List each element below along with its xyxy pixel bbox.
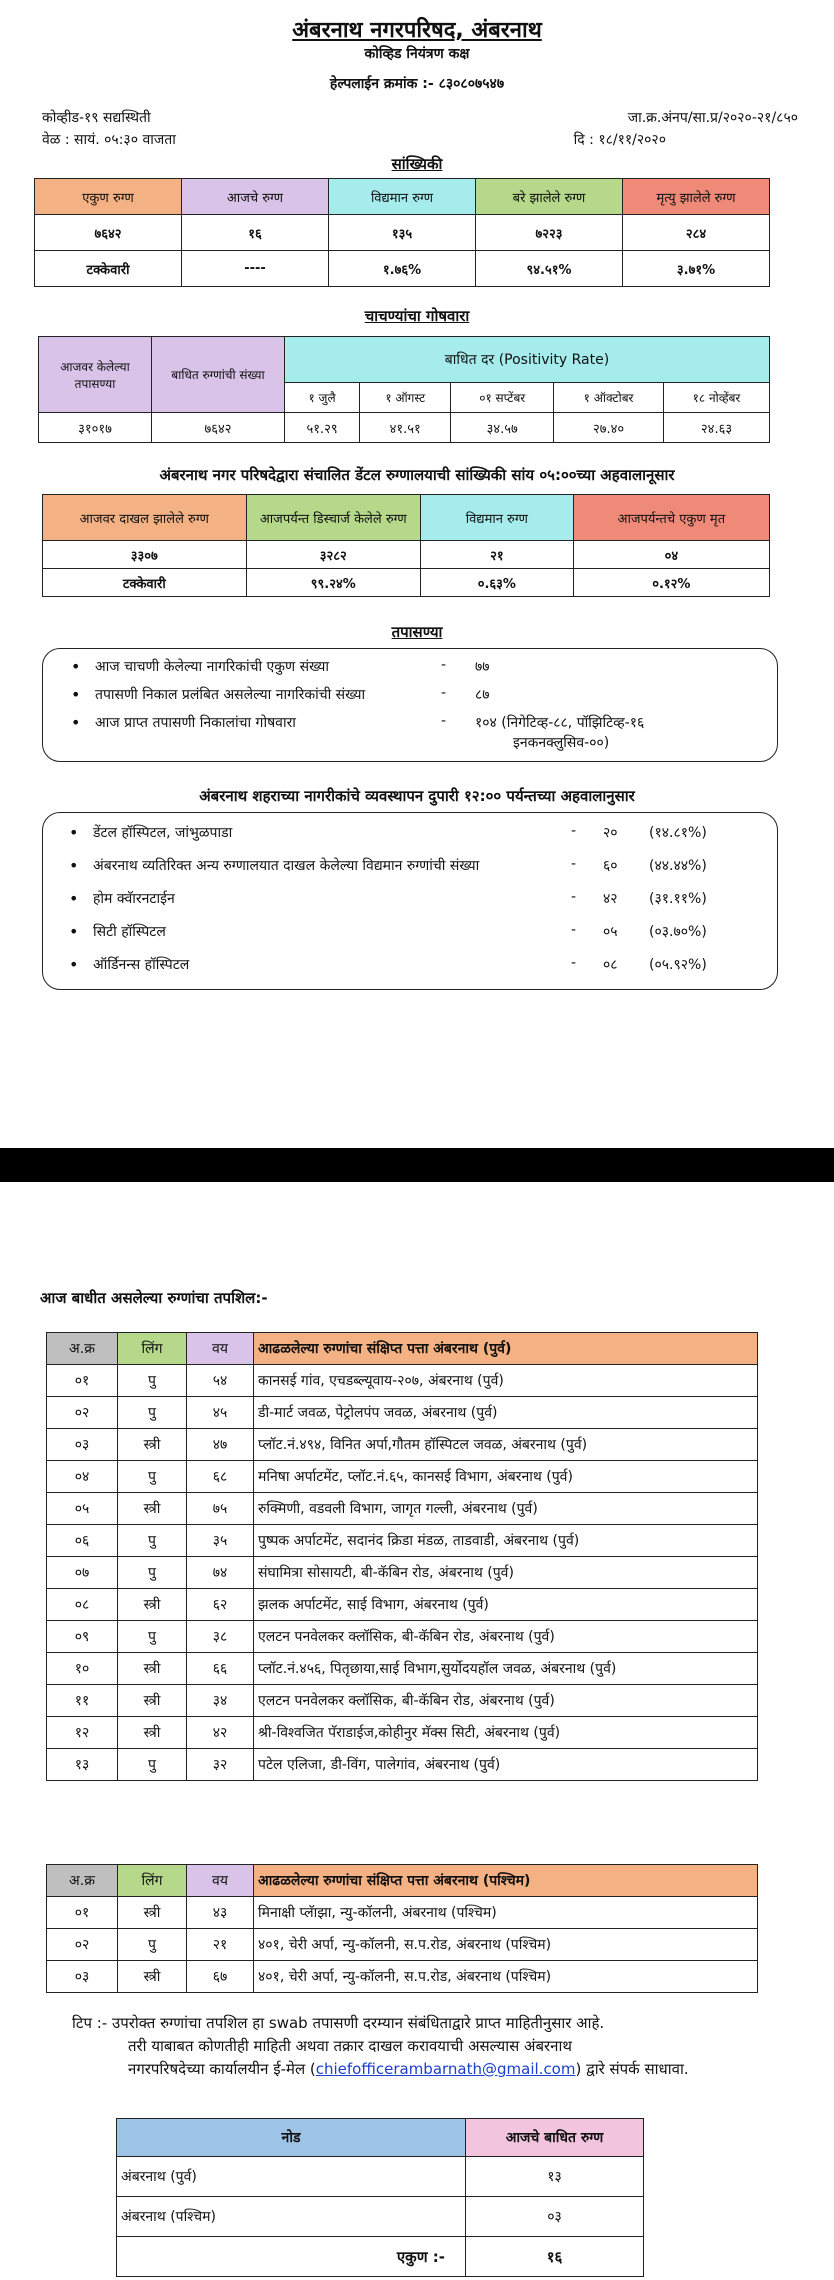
mgmt-item-city-hospital: • सिटी हॉस्पिटल: [93, 922, 166, 941]
report-date: दि : १८/११/२०२०: [573, 132, 666, 148]
mgmt-pct-dental: (१४.८१%): [649, 825, 707, 841]
table-row: [47, 1897, 758, 1929]
east-age: ७४: [187, 1557, 254, 1589]
west-age: ४३: [187, 1897, 254, 1929]
dental-admitted: ३३०७: [43, 541, 247, 569]
west-address: मिनाक्षी प्लॅाझा, न्यु-कॉलनी, अंबरनाथ (पश्चिम): [254, 1897, 758, 1929]
rate-value-3: ३४.५७: [451, 413, 554, 443]
east-address: मनिषा अर्पाटमेंट, प्लॉट.नं.६५, कानसई विभाग, अंबरनाथ (पुर्व): [254, 1461, 758, 1493]
dental-percent-active: ०.६३%: [421, 569, 574, 597]
east-age: ६२: [187, 1589, 254, 1621]
tests-total-value: ३१०१७: [39, 413, 152, 443]
mgmt-dash: -: [571, 856, 577, 872]
mgmt-item-ordnance-hospital: • ऑर्डिनन्स हॉस्पिटल: [93, 955, 189, 974]
testing-dash: -: [441, 713, 447, 729]
testing-item-pending: • तपासणी निकाल प्रलंबित असलेल्या नागरिकांची संख्या: [95, 685, 365, 704]
west-serial: ०१: [47, 1897, 118, 1929]
east-serial: ११: [47, 1685, 118, 1717]
east-serial: ०२: [47, 1397, 118, 1429]
testing-value-tested: ७७: [475, 659, 490, 675]
east-gender: पु: [118, 1365, 187, 1397]
east-patients-body: [47, 1365, 758, 1781]
col-gender: लिंग: [118, 1333, 187, 1365]
table-row: [47, 1621, 758, 1653]
col-east-address: आढळलेल्या रुग्णांचा संक्षिप्त पत्ता अंबरनाथ (पुर्व): [254, 1333, 758, 1365]
east-address: कानसई गांव, एचडब्ल्यूवाय-२०७, अंबरनाथ (पुर्व): [254, 1365, 758, 1397]
note-line-3-start: नगरपरिषदेच्या कार्यालयीन ई-मेल (: [128, 2060, 316, 2078]
mgmt-item-dental: • डेंटल हॉस्पिटल, जांभुळपाडा: [93, 823, 232, 842]
east-address: एलटन पनवेलकर क्लॉसिक, बी-कॅबिन रोड, अंबरनाथ (पुर्व): [254, 1685, 758, 1717]
east-address: श्री-विश्वजित पॅराडाईज,कोहीनुर मॅक्स सिटी, अंबरनाथ (पुर्व): [254, 1717, 758, 1749]
note-line-3: [128, 2058, 689, 2081]
summary-west-label: अंबरनाथ (पश्चिम): [117, 2197, 466, 2237]
mgmt-pct-home-quarantine: (३१.११%): [649, 891, 707, 907]
east-address: पुष्पक अर्पाटमेंट, सदानंद क्रिडा मंडळ, ताडवाडी, अंबरनाथ (पुर्व): [254, 1525, 758, 1557]
stats-recovered: ७२२३: [476, 215, 623, 251]
west-patients-body: [47, 1897, 758, 1993]
col-age: वय: [187, 1865, 254, 1897]
table-row: [47, 1493, 758, 1525]
east-gender: पु: [118, 1621, 187, 1653]
east-gender: स्त्री: [118, 1717, 187, 1749]
east-age: ३२: [187, 1749, 254, 1781]
tests-title: चाचण्यांचा गोषवारा: [364, 307, 470, 325]
mgmt-value-home-quarantine: ४२: [603, 891, 618, 907]
east-age: ७५: [187, 1493, 254, 1525]
mgmt-value-city-hospital: ०५: [603, 924, 618, 940]
testing-dash: -: [441, 657, 447, 673]
note-line-1: टिप :- उपरोक्त रुग्णांचा तपशिल हा swab तपासणी दरम्यान संबंधिताद्वारे प्राप्त माहितीनुसार आहे.: [72, 2014, 605, 2032]
dental-header-discharged: आजपर्यन्त डिस्चार्ज केलेले रुग्ण: [246, 495, 420, 541]
east-gender: स्त्री: [118, 1493, 187, 1525]
west-gender: पु: [118, 1929, 187, 1961]
east-age: ६८: [187, 1461, 254, 1493]
table-row: [47, 1525, 758, 1557]
east-serial: ०३: [47, 1429, 118, 1461]
mgmt-item-other-hospitals: • अंबरनाथ व्यतिरिक्त अन्य रुग्णालयात दाखल केलेल्या विद्यमान रुग्णांची संख्या: [93, 856, 479, 875]
report-time: वेळ : सायं. ०५:३० वाजता: [42, 132, 176, 148]
dental-percent-discharged: ९९.२४%: [246, 569, 420, 597]
table-row: [47, 1589, 758, 1621]
positivity-rate-header: बाधित दर (Positivity Rate): [285, 337, 770, 383]
tests-table: [38, 336, 770, 443]
east-gender: पु: [118, 1525, 187, 1557]
reference-number: जा.क्र.अंनप/सा.प्र/२०२०-२१/८५०: [627, 110, 798, 126]
col-serial: अ.क्र: [47, 1333, 118, 1365]
stats-total: ७६४२: [35, 215, 182, 251]
col-west-address: आढळलेल्या रुग्णांचा संक्षिप्त पत्ता अंबरनाथ (पश्चिम): [254, 1865, 758, 1897]
table-row: [47, 1717, 758, 1749]
testing-value-pending: ८७: [475, 687, 490, 703]
stats-percent-deaths: ३.७१%: [623, 251, 770, 287]
east-serial: १३: [47, 1749, 118, 1781]
control-room-title: कोव्हिड नियंत्रण कक्ष: [364, 46, 470, 62]
page-separator: [0, 1148, 834, 1182]
west-address: ४०१, चेरी अर्पा, न्यु-कॉलनी, स.प.रोड, अंबरनाथ (पश्चिम): [254, 1961, 758, 1993]
patients-heading: आज बाधीत असलेल्या रुग्णांचा तपशिल:-: [40, 1289, 268, 1307]
east-gender: स्त्री: [118, 1429, 187, 1461]
rate-value-1: ५१.२९: [285, 413, 360, 443]
east-serial: ०१: [47, 1365, 118, 1397]
stats-header-today: आजचे रुग्ण: [182, 179, 329, 215]
west-serial: ०३: [47, 1961, 118, 1993]
east-gender: स्त्री: [118, 1653, 187, 1685]
east-age: ५४: [187, 1365, 254, 1397]
summary-east-value: १३: [466, 2157, 644, 2197]
west-gender: स्त्री: [118, 1897, 187, 1929]
summary-table: [116, 2118, 644, 2277]
east-serial: ०९: [47, 1621, 118, 1653]
mgmt-value-dental: २०: [603, 825, 618, 841]
dental-active: २१: [421, 541, 574, 569]
testing-item-tested: • आज चाचणी केलेल्या नागरिकांची एकुण संख्या: [95, 657, 329, 676]
stats-header-active: विद्यमान रुग्ण: [329, 179, 476, 215]
rate-date-3: ०१ सप्टेंबर: [451, 383, 554, 413]
table-row: [47, 1961, 758, 1993]
rate-value-5: २४.६३: [664, 413, 770, 443]
east-serial: १२: [47, 1717, 118, 1749]
east-gender: पु: [118, 1461, 187, 1493]
east-gender: पु: [118, 1397, 187, 1429]
stats-active: १३५: [329, 215, 476, 251]
table-row: [47, 1749, 758, 1781]
col-age: वय: [187, 1333, 254, 1365]
col-serial: अ.क्र: [47, 1865, 118, 1897]
west-patients-table: [46, 1864, 758, 1993]
mgmt-value-ordnance-hospital: ०८: [603, 957, 618, 973]
table-row: [47, 1685, 758, 1717]
table-row: [47, 1397, 758, 1429]
table-row: [47, 1429, 758, 1461]
mgmt-dash: -: [571, 823, 577, 839]
west-age: २१: [187, 1929, 254, 1961]
stats-deaths: २८४: [623, 215, 770, 251]
table-row: [47, 1365, 758, 1397]
stats-today: १६: [182, 215, 329, 251]
tests-header-total: आजवर केलेल्या तपासण्या: [39, 337, 152, 413]
testing-dash: -: [441, 685, 447, 701]
mgmt-item-home-quarantine: • होम क्वॅारनटाईन: [93, 889, 175, 908]
east-address: प्लॉट.नं.४९४, विनित अर्पा,गौतम हॉस्पिटल जवळ, अंबरनाथ (पुर्व): [254, 1429, 758, 1461]
summary-east-label: अंबरनाथ (पुर्व): [117, 2157, 466, 2197]
dental-table: [42, 494, 770, 597]
note-line-2: तरी याबाबत कोणतीही माहिती अथवा तक्रार दाखल करावयाची असल्यास अंबरनाथ: [128, 2037, 572, 2055]
east-serial: १०: [47, 1653, 118, 1685]
stats-header-total: एकुण रुग्ण: [35, 179, 182, 215]
stats-table: [34, 178, 770, 287]
dental-title: अंबरनाथ नगर परिषदेद्वारा संचालित डेंटल रुग्णालयाची सांख्यिकी सांय ०५:००च्या अहवालानूसार: [159, 466, 675, 484]
west-address: ४०१, चेरी अर्पा, न्यु-कॉलनी, स.प.रोड, अंबरनाथ (पश्चिम): [254, 1929, 758, 1961]
east-serial: ०५: [47, 1493, 118, 1525]
table-row: [47, 1461, 758, 1493]
stats-percent-today: ----: [182, 251, 329, 287]
east-serial: ०७: [47, 1557, 118, 1589]
east-serial: ०६: [47, 1525, 118, 1557]
table-row: [47, 1557, 758, 1589]
tests-positive-value: ७६४२: [152, 413, 285, 443]
dental-deaths: ०४: [573, 541, 769, 569]
rate-value-4: २७.४०: [554, 413, 664, 443]
tests-header-positive: बाधित रुग्णांची संख्या: [152, 337, 285, 413]
table-row: [47, 1653, 758, 1685]
stats-percent-active: १.७६%: [329, 251, 476, 287]
dental-header-active: विद्यमान रुग्ण: [421, 495, 574, 541]
email-link[interactable]: chiefofficerambarnath@gmail.com: [315, 2060, 576, 2078]
rate-date-2: १ ऑगस्ट: [360, 383, 451, 413]
summary-total-value: १६: [466, 2237, 644, 2277]
rate-date-4: १ ऑक्टोबर: [554, 383, 664, 413]
testing-value-results: १०४ (निगेटिव्ह-८८, पॉझिटिव्ह-१६: [475, 715, 645, 731]
east-age: ३४: [187, 1685, 254, 1717]
east-serial: ०८: [47, 1589, 118, 1621]
summary-header-node: नोड: [117, 2119, 466, 2157]
mgmt-pct-city-hospital: (०३.७०%): [649, 924, 707, 940]
summary-header-today: आजचे बाधित रुग्ण: [466, 2119, 644, 2157]
summary-west-value: ०३: [466, 2197, 644, 2237]
west-serial: ०२: [47, 1929, 118, 1961]
dental-header-deaths: आजपर्यन्तचे एकुण मृत: [573, 495, 769, 541]
east-age: ३८: [187, 1621, 254, 1653]
east-gender: स्त्री: [118, 1589, 187, 1621]
report-page-2: [0, 1182, 834, 2280]
rate-date-5: १८ नोव्हेंबर: [664, 383, 770, 413]
east-address: डी-मार्ट जवळ, पेट्रोलपंप जवळ, अंबरनाथ (पुर्व): [254, 1397, 758, 1429]
east-gender: पु: [118, 1749, 187, 1781]
mgmt-box: [42, 812, 778, 990]
testing-value-results-cont: इनकनक्लुसिव-००): [513, 735, 610, 751]
east-address: रुक्मिणी, वडवली विभाग, जागृत गल्ली, अंबरनाथ (पुर्व): [254, 1493, 758, 1525]
east-address: संघामित्रा सोसायटी, बी-कॅबिन रोड, अंबरनाथ (पुर्व): [254, 1557, 758, 1589]
east-address: एलटन पनवेलकर क्लॉसिक, बी-कॅबिन रोड, अंबरनाथ (पुर्व): [254, 1621, 758, 1653]
rate-date-1: १ जुलै: [285, 383, 360, 413]
stats-percent-label: टक्केवारी: [35, 251, 182, 287]
west-gender: स्त्री: [118, 1961, 187, 1993]
helpline-number: हेल्पलाईन क्रमांक :- ८३०८०७५४७: [329, 76, 505, 92]
east-address: प्लॉट.नं.४५६, पितृछाया,साई विभाग,सुर्योदयहॉल जवळ, अंबरनाथ (पुर्व): [254, 1653, 758, 1685]
testing-box: [42, 648, 778, 762]
col-gender: लिंग: [118, 1865, 187, 1897]
east-address: झलक अर्पाटमेंट, साई विभाग, अंबरनाथ (पुर्व): [254, 1589, 758, 1621]
east-age: ३५: [187, 1525, 254, 1557]
dental-percent-deaths: ०.१२%: [573, 569, 769, 597]
west-age: ६७: [187, 1961, 254, 1993]
table-row: [47, 1929, 758, 1961]
east-age: ४२: [187, 1717, 254, 1749]
east-address: पटेल एलिजा, डी-विंग, पालेगांव, अंबरनाथ (पुर्व): [254, 1749, 758, 1781]
east-age: ४५: [187, 1397, 254, 1429]
east-gender: पु: [118, 1557, 187, 1589]
stats-title: सांख्यिकी: [391, 155, 443, 173]
dental-header-admitted: आजवर दाखल झालेले रुग्ण: [43, 495, 247, 541]
mgmt-dash: -: [571, 955, 577, 971]
east-age: ४७: [187, 1429, 254, 1461]
east-patients-table: [46, 1332, 758, 1781]
testing-item-results: • आज प्राप्त तपासणी निकालांचा गोषवारा: [95, 713, 296, 732]
mgmt-pct-other-hospitals: (४४.४४%): [649, 858, 707, 874]
stats-header-recovered: बरे झालेले रुग्ण: [476, 179, 623, 215]
council-title: अंबरनाथ नगरपरिषद, अंबरनाथ: [292, 18, 542, 43]
status-label: कोव्हीड-१९ सद्यस्थिती: [42, 110, 151, 126]
testing-title: तपासण्या: [391, 623, 443, 641]
mgmt-dash: -: [571, 922, 577, 938]
dental-percent-label: टक्केवारी: [43, 569, 247, 597]
note-line-3-end: ) द्वारे संपर्क साधावा.: [575, 2060, 689, 2078]
stats-percent-recovered: ९४.५१%: [476, 251, 623, 287]
stats-header-deaths: मृत्यु झालेले रुग्ण: [623, 179, 770, 215]
east-age: ६६: [187, 1653, 254, 1685]
summary-total-label: एकुण :-: [117, 2237, 466, 2277]
mgmt-value-other-hospitals: ६०: [603, 858, 618, 874]
rate-value-2: ४१.५१: [360, 413, 451, 443]
mgmt-title: अंबरनाथ शहराच्या नागरीकांचे व्यवस्थापन दुपारी १२:०० पर्यन्तच्या अहवालानुसार: [199, 787, 635, 805]
east-gender: स्त्री: [118, 1685, 187, 1717]
dental-discharged: ३२८२: [246, 541, 420, 569]
east-serial: ०४: [47, 1461, 118, 1493]
mgmt-pct-ordnance-hospital: (०५.९२%): [649, 957, 707, 973]
mgmt-dash: -: [571, 889, 577, 905]
